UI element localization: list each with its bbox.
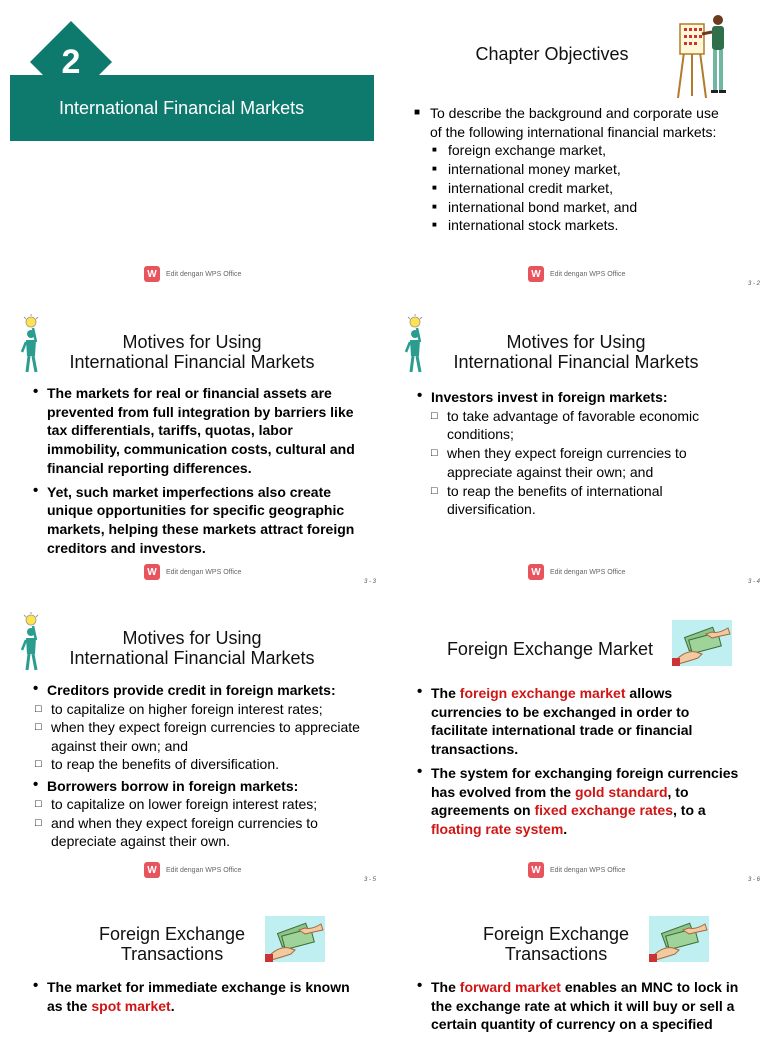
slide-7: [0, 894, 384, 1024]
objective-item: ■ international stock markets.: [432, 216, 734, 235]
heading-line-1: Foreign Exchange: [98, 924, 246, 944]
page-number: 3 - 5: [364, 877, 377, 883]
sub-bullet: □ to reap the benefits of diversification.: [35, 755, 371, 774]
heading-line-1: Motives for Using: [506, 332, 646, 352]
bullet: • The markets for real or financial assets are prevented from full integration by barriers like tax differentials, tariffs, quotas, labor immobility, communication costs, cultural and financial reporting differences.: [31, 384, 361, 478]
slide-heading: [40, 628, 344, 668]
slide-heading: [424, 332, 728, 372]
objective-item: ■ international money market,: [432, 160, 734, 179]
objective-item: ■ international bond market, and: [432, 198, 734, 217]
wps-edit-badge[interactable]: [144, 862, 241, 878]
wps-logo-icon: W: [144, 266, 160, 282]
slide-5: [0, 596, 384, 892]
wps-logo-icon: W: [528, 266, 544, 282]
slide-heading: Foreign Exchange Market: [446, 639, 654, 659]
objective-intro: ■ To describe the background and corporate use of the following international financial markets:: [414, 104, 734, 141]
bullet: • The system for exchanging foreign currencies has evolved from the gold standard, to agreements on fixed exchange rates, to a floating rate system.: [415, 764, 745, 839]
slide-8: [384, 894, 768, 1033]
wps-edit-badge[interactable]: [528, 862, 625, 878]
page-number: 3 - 2: [748, 281, 761, 287]
term-foreign-exchange-market: foreign exchange market: [459, 685, 626, 701]
heading-line-2: International Financial Markets: [69, 352, 315, 372]
term-forward-market: forward market: [459, 979, 561, 995]
heading-line-2: Transactions: [504, 944, 608, 964]
wps-logo-icon: W: [528, 862, 544, 878]
chapter-number: 2: [61, 42, 81, 81]
money-handoff-icon: [265, 916, 325, 962]
bullet: • Borrowers borrow in foreign markets:: [31, 777, 371, 796]
wps-edit-badge[interactable]: [144, 266, 241, 282]
heading-line-2: International Financial Markets: [69, 648, 315, 668]
slide-content: [414, 104, 734, 235]
slide-3: [0, 298, 384, 594]
wps-edit-label: Edit dengan WPS Office: [166, 866, 242, 874]
wps-edit-label: Edit dengan WPS Office: [166, 568, 242, 576]
sub-bullet: □ to reap the benefits of international diversification.: [431, 482, 745, 519]
slide-heading: [446, 924, 666, 964]
bullet: • The foreign exchange market allows currencies to be exchanged in order to facilitate international trade or financial transactions.: [415, 684, 745, 759]
sub-bullet: □ and when they expect foreign currencies to depreciate against their own.: [35, 814, 371, 851]
wps-edit-label: Edit dengan WPS Office: [550, 568, 626, 576]
wps-logo-icon: W: [144, 862, 160, 878]
slide-6: [384, 596, 768, 892]
term-floating-rate-system: floating rate system: [431, 820, 564, 837]
presenter-easel-icon: [678, 12, 734, 100]
sub-bullet: □ to capitalize on lower foreign interest rates;: [35, 795, 371, 814]
sub-bullet: □ when they expect foreign currencies to appreciate against their own; and: [431, 444, 745, 481]
heading-line-1: Motives for Using: [122, 628, 262, 648]
page-number: 3 - 4: [748, 579, 761, 585]
wps-edit-label: Edit dengan WPS Office: [550, 270, 626, 278]
term-gold-standard: gold standard: [574, 783, 668, 800]
chapter-title: International Financial Markets: [59, 97, 305, 118]
wps-logo-icon: W: [528, 564, 544, 580]
slide-content: [415, 978, 755, 1039]
money-handoff-icon: [649, 916, 709, 962]
slide-content: [31, 681, 371, 851]
sub-bullet: □ to capitalize on higher foreign interest rates;: [35, 700, 371, 719]
slide-content: [31, 978, 361, 1020]
wps-logo-icon: W: [144, 564, 160, 580]
bullet: • The market for immediate exchange is known as the spot market.: [31, 978, 361, 1015]
bullet: • Investors invest in foreign markets:: [415, 388, 745, 407]
bullet: • The forward market enables an MNC to lock in the exchange rate at which it will buy or sell a certain quantity of currency on a specified: [415, 978, 755, 1034]
wps-edit-badge[interactable]: [528, 266, 625, 282]
term-fixed-exchange-rates: fixed exchange rates: [534, 802, 673, 819]
bullet: • Yet, such market imperfections also create unique opportunities for specific geographic markets, helping these markets attract foreign creditors and investors.: [31, 483, 361, 558]
page-number: 3 - 3: [364, 579, 377, 585]
slide-heading: Chapter Objectives: [475, 44, 629, 64]
wps-edit-label: Edit dengan WPS Office: [550, 866, 626, 874]
sub-bullet: □ when they expect foreign currencies to appreciate against their own; and: [35, 718, 371, 755]
slide-content: [415, 684, 745, 844]
wps-edit-badge[interactable]: [144, 564, 241, 580]
term-spot-market: spot market: [91, 997, 171, 1014]
slide-heading: [62, 924, 282, 964]
objective-item: ■ international credit market,: [432, 179, 734, 198]
bullet: • Creditors provide credit in foreign markets:: [31, 681, 371, 700]
sub-bullet: □ to take advantage of favorable economic conditions;: [431, 407, 745, 444]
slide-1: [0, 0, 384, 296]
heading-line-2: Transactions: [120, 944, 224, 964]
slide-content: [415, 388, 745, 519]
slide-content: [31, 384, 361, 562]
money-handoff-icon: [672, 620, 732, 666]
objective-item: ■ foreign exchange market,: [432, 141, 734, 160]
wps-edit-badge[interactable]: [528, 564, 625, 580]
slide-heading: [40, 332, 344, 372]
heading-line-1: Motives for Using: [122, 332, 262, 352]
heading-line-2: International Financial Markets: [453, 352, 699, 372]
slide-4: [384, 298, 768, 594]
slide-2: [384, 0, 768, 296]
page-number: 3 - 6: [748, 877, 761, 883]
heading-line-1: Foreign Exchange: [482, 924, 630, 944]
wps-edit-label: Edit dengan WPS Office: [166, 270, 242, 278]
